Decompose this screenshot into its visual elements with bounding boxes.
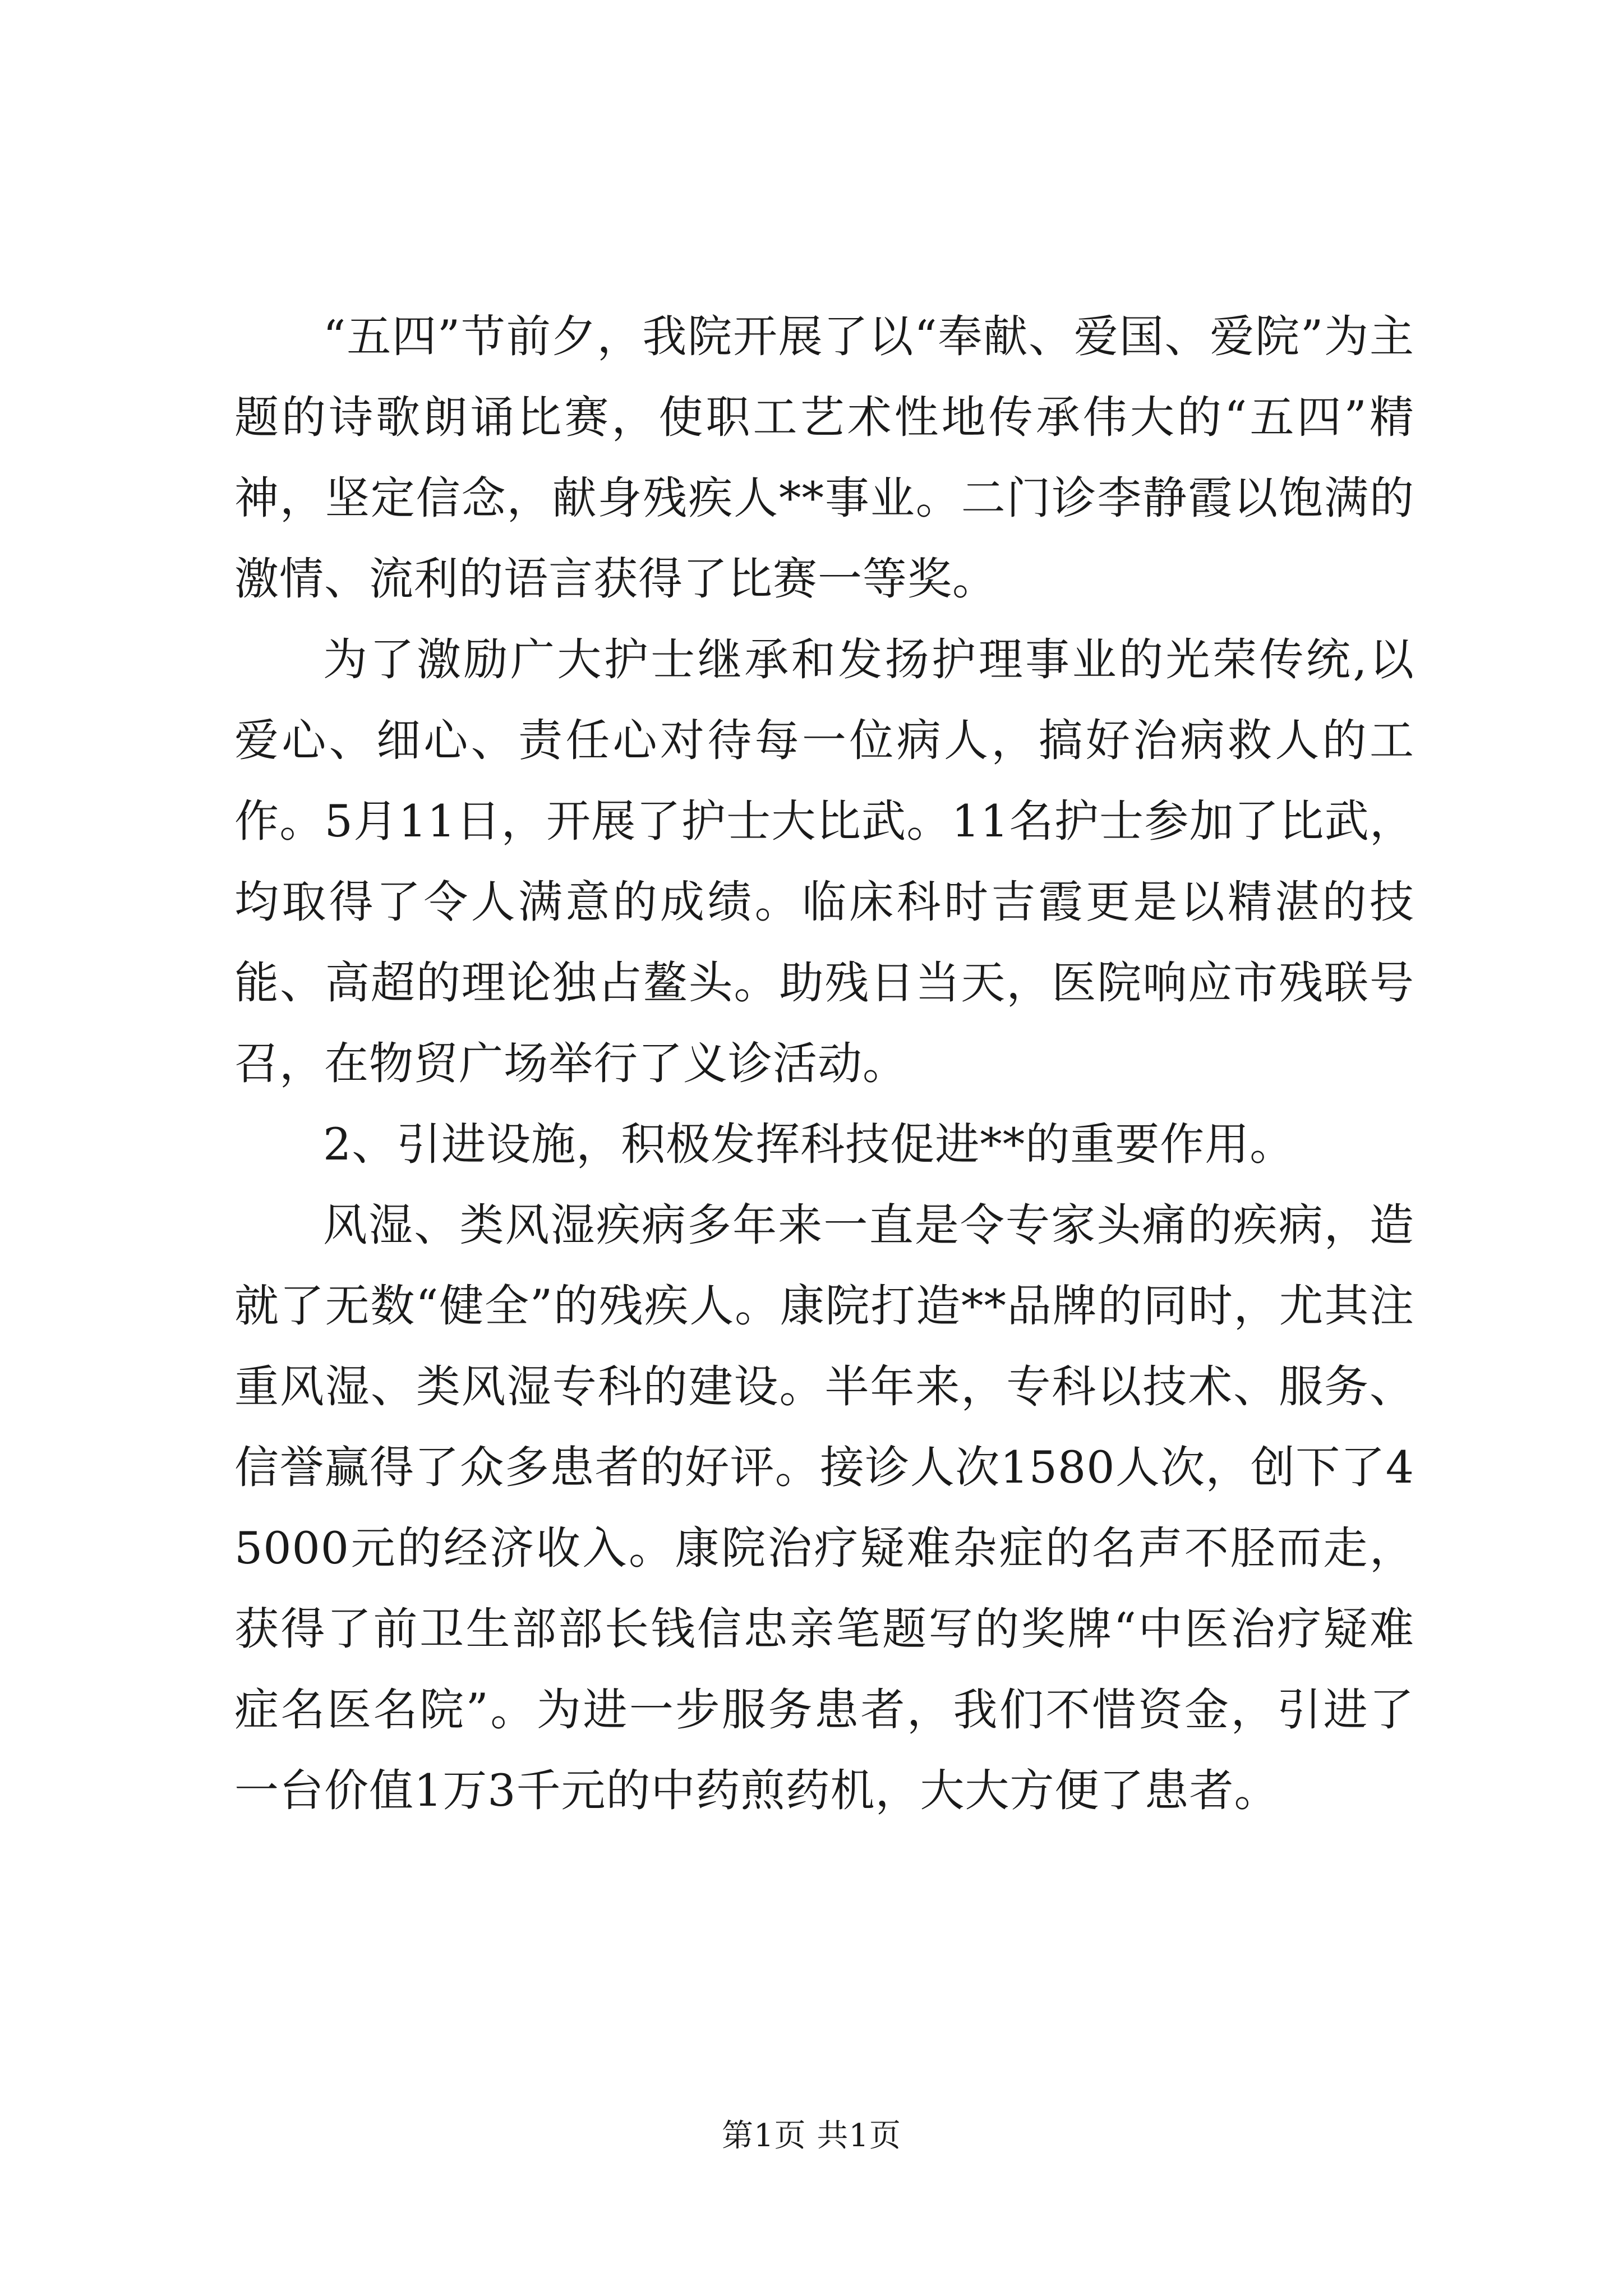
paragraph-nurse-competition: 为了激励广大护士继承和发扬护理事业的光荣传统,以爱心、细心、责任心对待每一位病人，搞好治病救人的工作。5月11日，开展了护士大比武。11名护士参加了比武，均取得了令人满意的成绩。临床科时吉霞更是以精湛的技能、高超的理论独占鳌头。助残日当天，医院响应市残联号召，在物贸广场举行了义诊活动。 bbox=[234, 634, 1414, 1089]
section-heading-equipment: 2、引进设施，积极发挥科技促进**的重要作用。 bbox=[323, 1119, 1295, 1170]
paragraph-rheumatism-specialty: 风湿、类风湿疾病多年来一直是令专家头痛的疾病，造就了无数“健全”的残疾人。康院打造**品牌的同时，尤其注重风湿、类风湿专科的建设。半年来，专科以技术、服务、信誉赢得了众多患者的好评。接诊人次1580人次，创下了45000元的经济收入。康院治疗疑难杂症的名声不胫而走，获得了前卫生部部长钱信忠亲笔题写的奖牌“中医治疗疑难症名医名院”。为进一步服务患者，我们不惜资金，引进了一台价值1万3千元的中药煎药机，大大方便了患者。 bbox=[234, 1199, 1414, 1816]
page-number-footer: 第1页 共1页 bbox=[721, 2118, 902, 2154]
paragraph-may-fourth-poetry-contest: “五四”节前夕，我院开展了以“奉献、爱国、爱院”为主题的诗歌朗诵比赛，使职工艺术性地传承伟大的“五四”精神，坚定信念，献身残疾人**事业。二门诊李静霞以饱满的激情、流利的语言获得了比赛一等奖。 bbox=[234, 311, 1414, 605]
document-body bbox=[234, 296, 1414, 1831]
